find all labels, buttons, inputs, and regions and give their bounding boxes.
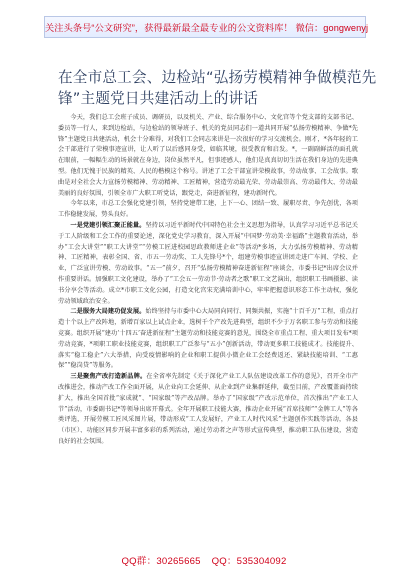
header-banner — [44, 16, 369, 38]
title-line-1: 在全市总工会、边检站“弘扬劳模精神争做模范先 — [58, 69, 377, 86]
paragraph-section-1 — [58, 221, 358, 307]
paragraph-summary — [58, 199, 358, 221]
section-heading: 二是服务大局建功促发展。 — [70, 308, 146, 316]
paragraph-text: 在全省率先制定《关于深化产业工人队伍建设改革工作的意见》，召开全市产改推进会，推动产改工作全面开展，从企业向工会延伸、从企业到产业集群延伸，截至目前，产改覆盖面持续扩大，推出全国首批“家成就”、“国家级”等产改品牌。举办了“国家级”产改示范单位，首次推出“产业工人节”活动，市委副书记*等领导出席开幕式。全年开展职工技能大赛，推动企业开展“首席技师”“金牌工人”等各类评选，开展劳模工匠风采图片展，带动形成“工人发展好，产业工人时代风采”主题创作实践等活动，各县（市区）、功能区同步开展丰富多彩的系列活动，通过劳动者之声等形式宣传典型，推动职工队伍建设，营造良好的社会氛围。 — [58, 373, 358, 445]
document-body — [58, 113, 358, 448]
document-title — [58, 67, 377, 109]
footer-qq: QQ：535304092 — [211, 556, 287, 567]
paragraph-text: 坚持以习近平新时代中国特色社会主义思想为指导，认真学习习近平总书记关于工人阶级和工会工作的重要论述，深化党史学习教育，深入开展“中国梦·劳动美·幸福路”主题教育活动，举办“工会大讲堂”“职工大讲堂”“劳模工匠进校园思政教师进企业”等活动*多场，大力弘扬劳模精神、劳动精神、工匠精神，表彰全国、省、市五一劳动奖、工人先锋号*个，组建劳模事迹宣讲团走进广车间、学校、企业，广泛宣讲劳模、劳动故事。“五一”前夕，召开“弘扬劳模精神奋进新征程”座谈会，市委书记*出席会议并作重要讲话。加强职工文化建设，举办了“工会五一劳动节·劳动者之歌”职工文艺演出，组织职工书画摄影、读书分享会等活动。成立*市职工文化公园，打造文化宫宋充满培训中心，牢牢把握意识形态工作主动权，强化劳动领域政治安全。 — [58, 221, 358, 305]
title-line-2: 锋”主题党日共建活动上的讲话 — [58, 90, 259, 107]
section-heading: 一是党建引领汇聚正能量。 — [70, 221, 146, 229]
section-heading: 三是聚焦产改打造新品牌。 — [70, 373, 147, 381]
paragraph-section-3 — [58, 372, 358, 448]
paragraph-text: 今天，我们总工会班子成员、调研员，以及机关、产业、综合服务中心、文化宫等个党支部的支部书记、委员等一行人，来到边检站，与边检站的领导班子、机关的党员同志们一道共同开展“弘扬劳模精神、争做*先锋”主题党日共建活动，机会十分难得，对我们工会同志来讲是一次很好的学习交流机会。刚才，*各年轻的工会干部进行了荣模事迹宣讲，让人听了以后感同身受，如临其境，很受教育和启发。*，一副副鲜活的面孔就在眼前，一幅幅生动的场景就在身边，岗位虽然平凡，但事迹感人，他们是真真切切生活在我们身边的先进典型。他们无愧于民族的精英、人民的楷模这个称号。讲述了工会干部宣讲荣模故事，劳动故事、工会故事。歌曲是对全社会大力宣扬劳模精神、劳动精神、工匠精神，营造劳动最光荣、劳动最崇高、劳动最伟大、劳动最美丽的良好氛围，引领全市广大职工听党话，跟党走，奋进新征程，建功新时代。 — [58, 114, 358, 197]
paragraph-text: 今年以来，市总工会强化党建引领，坚持党建带工建，上下一心、团结一致、履职尽责、争先创优，各项工作稳健发展，势头良好。 — [58, 200, 358, 219]
footer-qq-group: QQ群：30265665 — [121, 556, 201, 567]
paragraph-text: 始终坚持与市委中心大局同向同行、同频共振，实施“十百千万”工程，重点打造十个以上产改阵地，新增百家以上试点企业，选树千个产改先进典型，组织不少于万名职工参与劳动和技能竞赛。组织开展“建功‘十四五’奋进新征程”主题劳动和技能竞赛的意见，围绕全市重点工程、重大项目发布*项劳动竞赛，*项职工职业技能竞赛，组织职工广泛参与“五小”创新活动，带动更多职工技能成才。技能提升、落实“稳工稳企”六大举措，向受疫情影响的企业和职工提供小微企业工会经费返还、紧缺技能培训、“工惠保”“稳岗贷”等服务。 — [58, 308, 359, 370]
footer-contact — [0, 553, 408, 567]
paragraph-intro — [58, 113, 358, 199]
paragraph-section-2 — [58, 307, 358, 372]
banner-text: 关注头条号“公文研究”，获得最新最全最专业的公文资料库！ 微信：gongwenyj — [45, 23, 369, 33]
